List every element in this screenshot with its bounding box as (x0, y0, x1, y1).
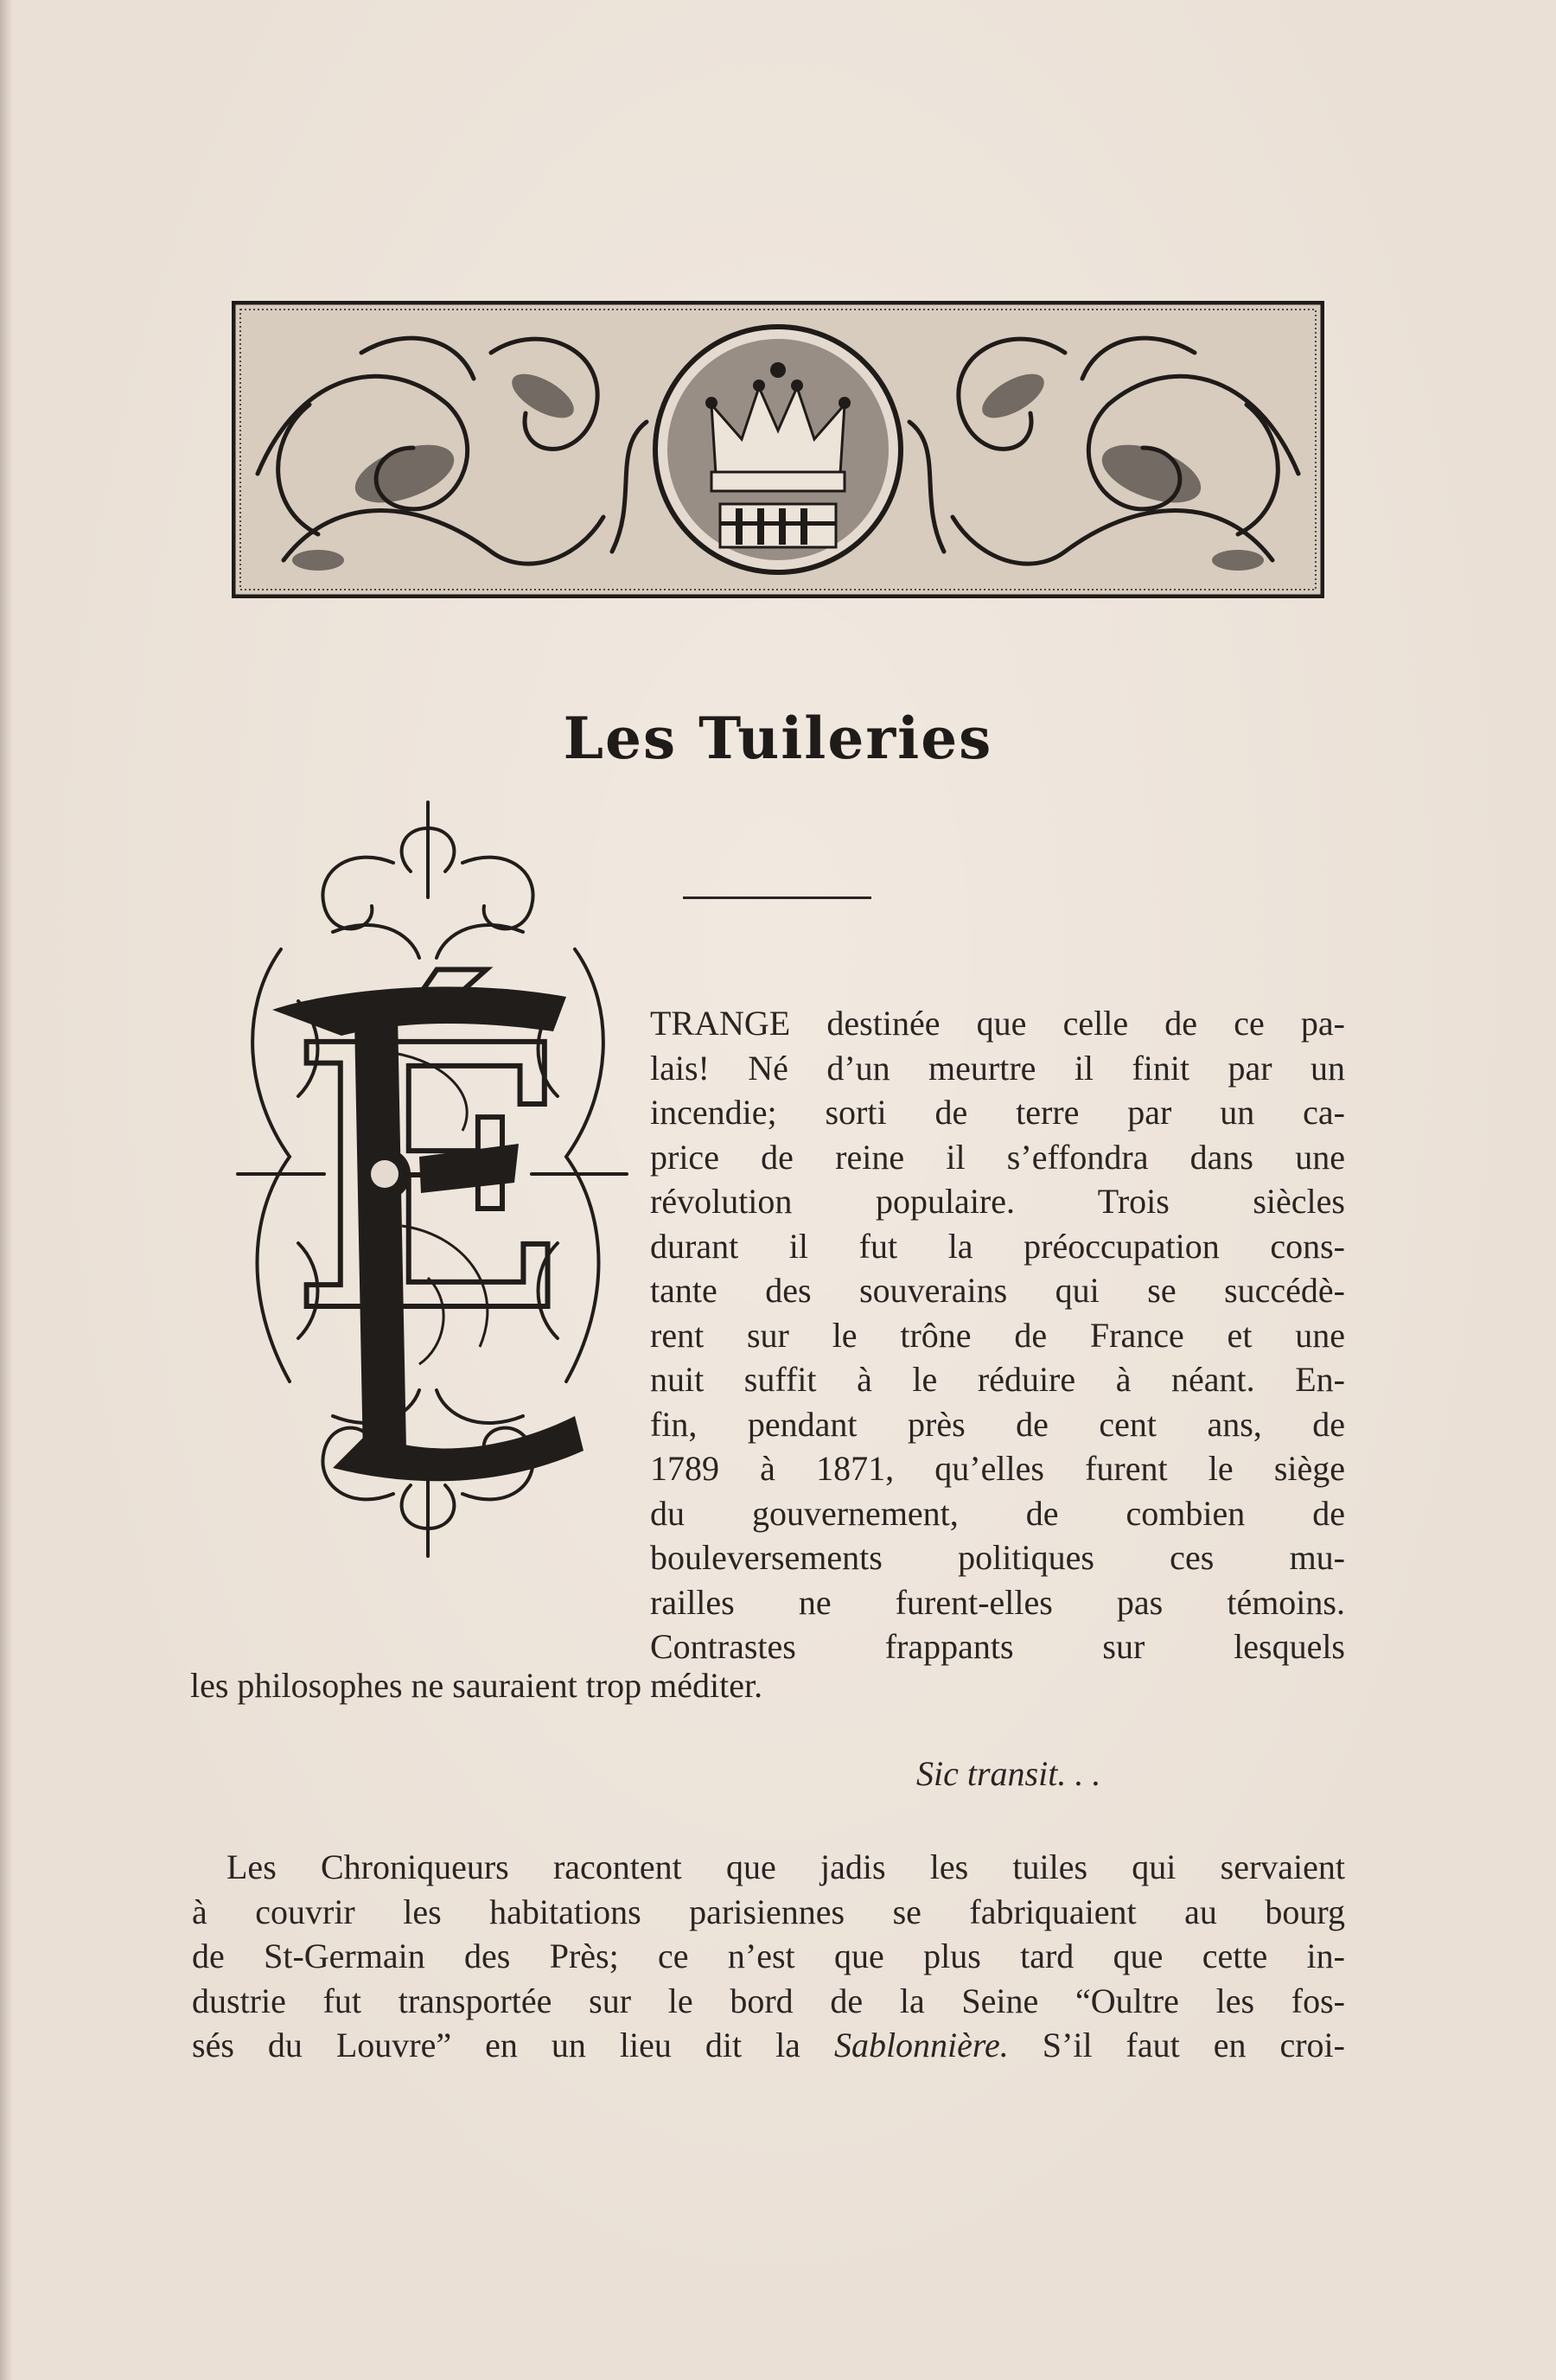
paragraph-line: price de reine il s’effondra dans une (650, 1137, 1345, 1177)
paragraph-line: fin, pendant près de cent ans, de (650, 1404, 1345, 1444)
title-divider-rule (683, 896, 871, 899)
paragraph-line: tante des souverains qui se succédè- (650, 1271, 1345, 1310)
paragraph-line: révolution populaire. Trois siècles (650, 1182, 1345, 1221)
second-paragraph (192, 1845, 1345, 2068)
paragraph-line: rent sur le trône de France et une (650, 1315, 1345, 1355)
paragraph-line: nuit suffit à le réduire à néant. En- (650, 1360, 1345, 1399)
crown-headpiece-ornament (232, 301, 1324, 598)
paragraph-line: durant il fut la préoccupation cons- (650, 1226, 1345, 1266)
text-run: sés du Louvre” en un lieu dit la (192, 2026, 834, 2064)
text-run: S’il faut en croi- (1008, 2026, 1345, 2064)
first-paragraph (650, 1001, 1345, 1669)
page-edge-shadow (0, 0, 12, 2380)
paragraph-line: les philosophes ne sauraient trop méditer. (190, 1666, 763, 1705)
paragraph-line: railles ne furent-elles pas témoins. (650, 1582, 1345, 1622)
paragraph-line: du gouvernement, de combien de (650, 1493, 1345, 1533)
place-name-italic: Sablonnière. (833, 2026, 1009, 2064)
sic-transit-epigraph: Sic transit. . . (916, 1754, 1101, 1793)
paragraph-line: à couvrir les habitations parisiennes se fabriquaient au bourg (192, 1892, 1345, 1931)
paragraph-line: Contrastes frappants sur lesquels (650, 1627, 1345, 1666)
paragraph-line: Les Chroniqueurs racontent que jadis les tuiles qui servaient (226, 1847, 1345, 1886)
paragraph-line: incendie; sorti de terre par un ca- (650, 1093, 1345, 1132)
paragraph-line: de St-Germain des Près; ce n’est que plus tard que cette in- (192, 1937, 1345, 1975)
paragraph-line: bouleversements politiques ces mu- (650, 1538, 1345, 1577)
paragraph-line: TRANGE destinée que celle de ce pa- (650, 1004, 1345, 1043)
paragraph-line (192, 2023, 1345, 2068)
ornate-initial-letter (220, 794, 635, 1565)
chapter-title: Les Tuileries (563, 705, 993, 772)
first-paragraph-tail (190, 1663, 1345, 1708)
paragraph-line: 1789 à 1871, qu’elles furent le siège (650, 1449, 1345, 1488)
initial-letter-glyph: É (289, 966, 567, 1393)
paragraph-line: lais! Né d’un meurtre il finit par un (650, 1048, 1345, 1088)
paragraph-line: dustrie fut transportée sur le bord de la Seine “Oultre les fos- (192, 1981, 1345, 2020)
